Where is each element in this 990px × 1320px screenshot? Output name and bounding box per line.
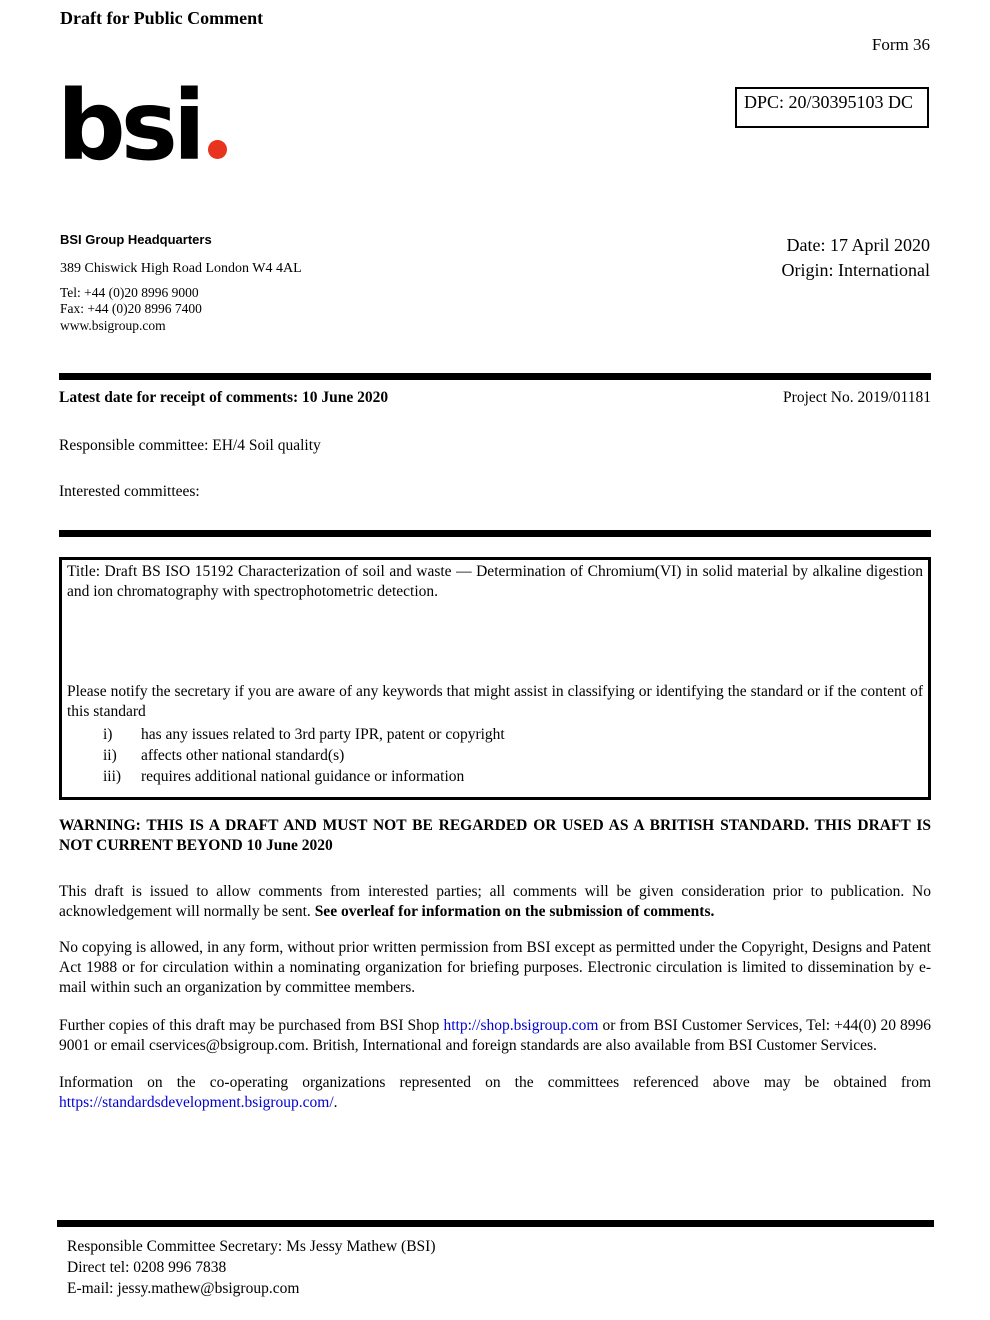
project-number: Project No. 2019/01181 [783,389,931,406]
see-overleaf-text: See overleaf for information on the submission of comments. [314,903,715,920]
form-number: Form 36 [871,35,930,54]
bsi-logo [57,70,227,182]
horizontal-rule-footer [57,1220,934,1227]
further-copies-text-2: or from BSI Customer Services, Tel: +44(0) 20 8996 9001 or email cservices@bsigroup.com. British, International and foreign standards are also available from BSI Customer Services. [59,1017,932,1054]
further-copies-text: Further copies of this draft may be purchased from BSI Shop [59,1017,444,1034]
title-box [59,557,931,800]
bsi-logo-text: bsi [57,70,201,182]
horizontal-rule-mid [59,530,931,537]
list-marker: iii) [103,768,122,785]
list-item [103,724,923,745]
draft-issued-text: This draft is issued to allow comments from interested parties; all comments will be given consideration prior to publication. No acknowledgement will normally be sent. [59,883,931,920]
horizontal-rule-top [59,373,931,380]
contact-block [60,232,302,334]
hq-fax: Fax: +44 (0)20 8996 7400 [60,301,202,316]
list-marker: i) [103,726,113,743]
hq-heading: BSI Group Headquarters [60,232,212,247]
committee-secretary: Responsible Committee Secretary: Ms Jessy Mathew (BSI) [67,1238,436,1255]
list-item [103,745,923,766]
date-line: Date: 17 April 2020 [786,235,930,255]
latest-date-label: Latest date for receipt of comments: 10 June 2020 [59,389,389,406]
hq-address: 389 Chiswick High Road London W4 4AL [60,261,302,276]
main-content [59,373,931,1113]
footer-block [57,1220,934,1299]
bsi-logo-dot-icon [208,140,227,159]
direct-tel: Direct tel: 0208 996 7838 [67,1259,227,1276]
hq-website: www.bsigroup.com [60,317,166,333]
dpc-number: DPC: 20/30395103 DC [744,92,914,112]
warning-text: WARNING: THIS IS A DRAFT AND MUST NOT BE REGARDED OR USED AS A BRITISH STANDARD. THIS DRAFT IS NOT CURRENT BEYOND 10 June 2020 [59,817,931,854]
list-item-text: affects other national standard(s) [141,747,345,764]
secretary-email: E-mail: jessy.mathew@bsigroup.com [67,1280,300,1297]
interested-committees: Interested committees: [59,483,200,500]
list-item [103,766,923,787]
standards-development-link[interactable]: https://standardsdevelopment.bsigroup.com/ [59,1094,334,1111]
list-item-text: requires additional national guidance or information [141,768,465,785]
responsible-committee: Responsible committee: EH/4 Soil quality [59,437,321,454]
origin-line: Origin: International [781,260,930,280]
cooperating-orgs-text: Information on the co-operating organizations represented on the committees referenced above may be obtained from [59,1074,931,1091]
dpc-number-box [735,87,929,128]
bsi-shop-link[interactable]: http://shop.bsigroup.com [443,1017,599,1034]
date-origin-block [782,233,930,283]
standard-title: Title: Draft BS ISO 15192 Characterization of soil and waste — Determination of Chromium(VI) in solid material by alkaline digestion and ion chromatography with spectrophotometric detection. [67,563,923,600]
no-copying-paragraph: No copying is allowed, in any form, without prior written permission from BSI except as permitted under the Copyright, Designs and Patent Act 1988 or for circulation within a nominating organization for briefing purposes. Electronic circulation is limited to dissemination by e-mail within such an organization by committee members. [59,939,931,996]
hq-tel: Tel: +44 (0)20 8996 9000 [60,284,199,300]
cooperating-orgs-paragraph [59,1073,931,1113]
page-title: Draft for Public Comment [60,8,264,28]
notify-secretary-text: Please notify the secretary if you are aware of any keywords that might assist in classifying or identifying the standard or if the content of this standard [67,683,923,720]
further-copies-paragraph [59,1016,931,1056]
list-marker: ii) [103,747,117,764]
draft-issued-paragraph [59,882,931,922]
list-item-text: has any issues related to 3rd party IPR, patent or copyright [141,726,505,743]
latest-date-row [59,388,931,407]
cooperating-orgs-period: . [333,1094,338,1111]
